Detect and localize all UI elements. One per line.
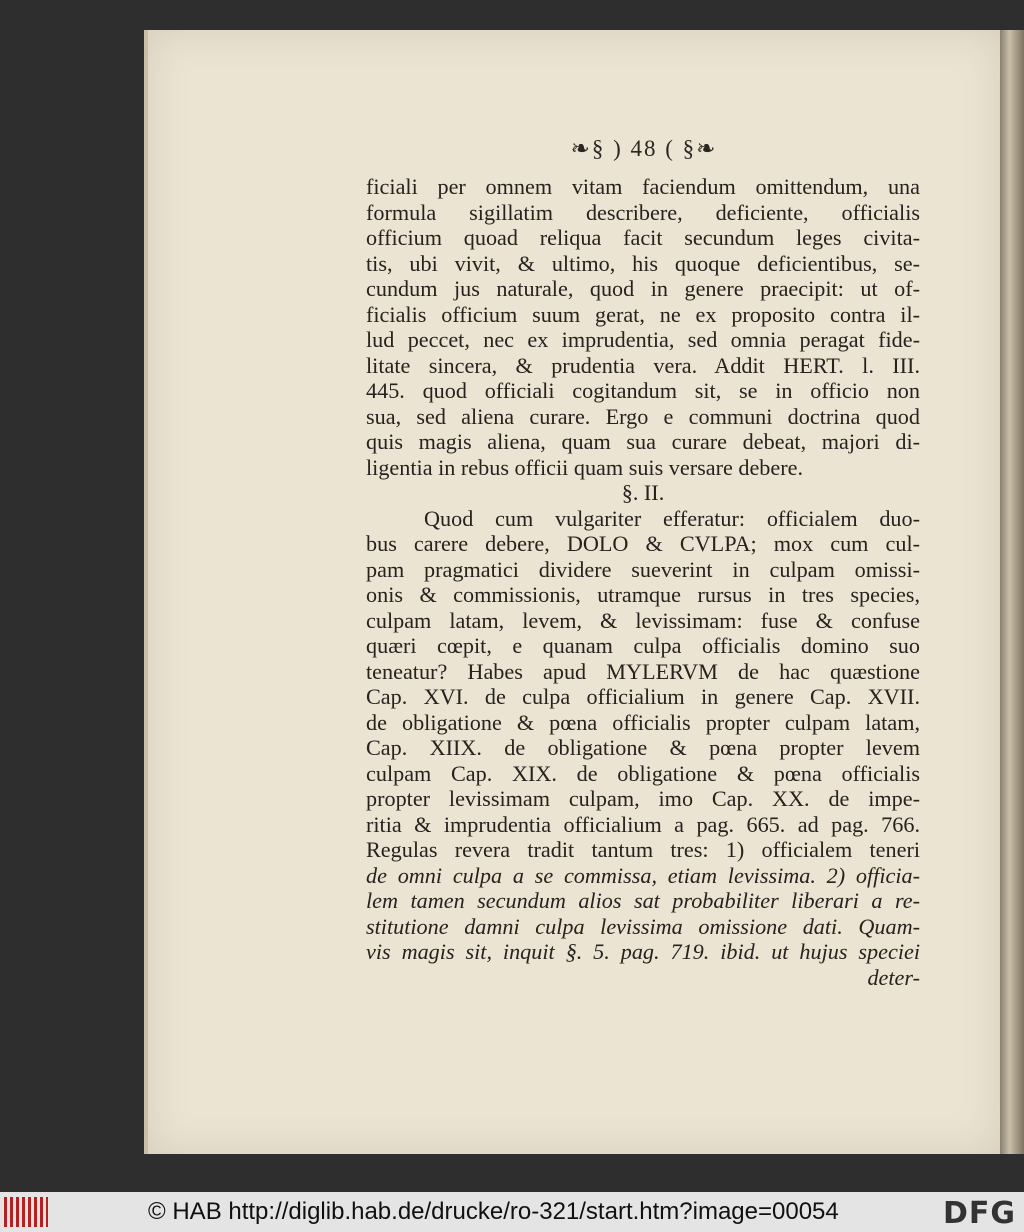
footer-bar [0, 1192, 1024, 1232]
text-line: propter levissimam culpam, imo Cap. XX. de impe- [366, 786, 920, 811]
text-line: lud peccet, nec ex imprudentia, sed omnia peragat fide- [366, 327, 920, 352]
text-line: ficialis officium suum gerat, ne ex proposito contra il- [366, 301, 920, 327]
page-header: ❧§ ) 48 ( §❧ [570, 136, 718, 161]
page-right-edge [1000, 30, 1024, 1154]
section-heading: §. II. [621, 480, 665, 505]
text-line: quæri cœpit, e quanam culpa officialis domino suo [366, 633, 920, 658]
text-line: ligentia in rebus officii quam suis versare debere. [366, 454, 804, 480]
text-line: vis magis sit, inquit §. 5. pag. 719. ibid. ut hujus speciei [366, 939, 920, 964]
text-line: formula sigillatim describere, deficiente, officialis [366, 199, 920, 225]
text-line: Regulas revera tradit tantum tres: 1) officialem teneri [366, 837, 920, 862]
text-line: sua, sed aliena curare. Ergo e communi doctrina quod [366, 403, 920, 429]
text-line: quis magis aliena, quam sua curare debeat, majori di- [366, 429, 920, 454]
text-line: bus carere debere, DOLO & CVLPA; mox cum cul- [366, 531, 920, 556]
dfg-logo: DFG [942, 1196, 1016, 1231]
text-line: stitutione damni culpa levissima omissione dati. Quam- [366, 913, 920, 939]
text-line: pam pragmatici dividere sueverint in culpam omissi- [366, 556, 920, 582]
copyright-url[interactable]: © HAB http://diglib.hab.de/drucke/ro-321/start.htm?image=00054 [148, 1198, 839, 1225]
text-line: culpam latam, levem, & levissimam: fuse & confuse [366, 607, 920, 633]
text-line: lem tamen secundum alios sat probabiliter liberari a re- [366, 888, 920, 913]
text-line: 445. quod officiali cogitandum sit, se in officio non [366, 378, 920, 403]
catchword: deter- [867, 964, 920, 990]
barcode-icon [4, 1197, 48, 1227]
text-line: Cap. XVI. de culpa officialium in genere Cap. XVII. [366, 684, 920, 709]
text-line: ficiali per omnem vitam faciendum omittendum, una [366, 174, 920, 199]
text-line: teneatur? Habes apud MYLERVM de hac quæstione [366, 658, 920, 684]
text-line: cundum jus naturale, quod in genere praecipit: ut of- [366, 276, 920, 301]
text-line: Quod cum vulgariter efferatur: officialem duo- [424, 505, 920, 531]
text-line: onis & commissionis, utramque rursus in tres species, [366, 582, 920, 607]
text-line: de obligatione & pœna officialis propter culpam latam, [366, 709, 920, 735]
text-line: tis, ubi vivit, & ultimo, his quoque deficientibus, se- [366, 250, 920, 276]
text-line: ritia & imprudentia officialium a pag. 665. ad pag. 766. [366, 811, 920, 837]
text-line: Cap. XIIX. de obligatione & pœna propter levem [366, 735, 920, 760]
text-line: officium quoad reliqua facit secundum leges civita- [366, 225, 920, 250]
body-text [366, 174, 920, 990]
text-line: culpam Cap. XIX. de obligatione & pœna officialis [366, 760, 920, 786]
text-line: de omni culpa a se commissa, etiam levissima. 2) officia- [366, 862, 920, 888]
text-line: litate sincera, & prudentia vera. Addit HERT. l. III. [366, 352, 920, 378]
